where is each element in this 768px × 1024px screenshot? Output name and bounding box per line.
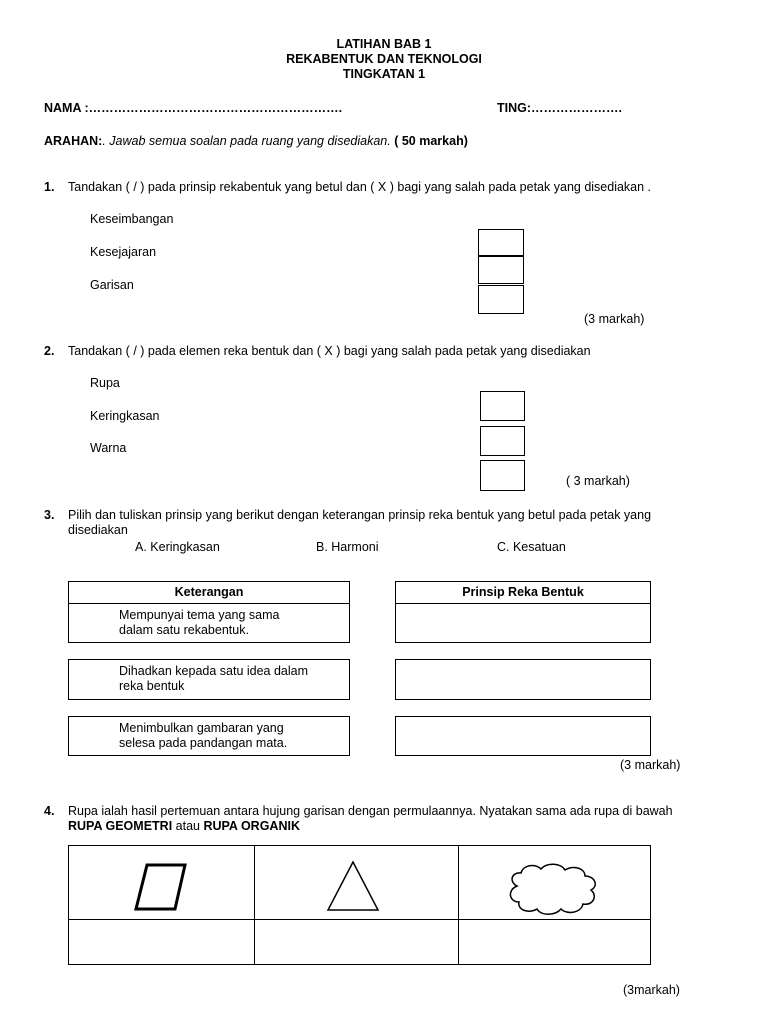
- q2-answer-box-3[interactable]: [480, 460, 525, 491]
- title-line2: REKABENTUK DAN TEKNOLOGI: [286, 52, 482, 66]
- q4-table: [68, 845, 651, 965]
- q3-header-keterangan-label: Keterangan: [174, 585, 244, 599]
- q4-answer-cell-2[interactable]: [255, 920, 458, 964]
- q1-item-3: Garisan: [90, 278, 134, 292]
- q2-item-1: Rupa: [90, 376, 120, 390]
- q2-answer-box-1[interactable]: [480, 391, 525, 421]
- q3-row2-keterangan: [68, 659, 350, 700]
- q1-item-1: Keseimbangan: [90, 212, 174, 226]
- q2-text: Tandakan ( / ) pada elemen reka bentuk dan ( X ) bagi yang salah pada petak yang disediakan: [68, 344, 591, 358]
- q3-option-b: B. Harmoni: [316, 540, 379, 554]
- q3-row2-line1: Dihadkan kepada satu idea dalam: [119, 664, 309, 678]
- q3-marks: (3 markah): [620, 758, 681, 772]
- q4-rupa-geometri: RUPA GEOMETRI: [68, 819, 173, 833]
- q3-option-c: C. Kesatuan: [497, 540, 566, 554]
- q1-text: Tandakan ( / ) pada prinsip rekabentuk yang betul dan ( X ) bagi yang salah pada petak yang disediakan .: [68, 180, 652, 194]
- q1-answer-box-1[interactable]: [478, 229, 524, 256]
- q4-text-line2: [68, 819, 300, 833]
- q4-atau: atau: [172, 819, 204, 833]
- q3-row2-answer-box[interactable]: [395, 659, 651, 700]
- q2-number: 2.: [44, 344, 55, 358]
- q3-row3-answer-box[interactable]: [395, 716, 651, 756]
- q3-row3-line2: selesa pada pandangan mata.: [119, 736, 288, 750]
- q1-marks: (3 markah): [584, 312, 645, 326]
- q2-item-2: Keringkasan: [90, 409, 160, 423]
- q1-answer-box-2[interactable]: [478, 256, 524, 284]
- q3-row1-keterangan: [68, 603, 350, 643]
- q3-header-prinsip: [395, 581, 651, 604]
- q4-text: Rupa ialah hasil pertemuan antara hujung garisan dengan permulaannya. Nyatakan sama ada rupa di bawah: [68, 804, 673, 818]
- q3-number: 3.: [44, 508, 55, 522]
- q3-row1-line2: dalam satu rekabentuk.: [119, 623, 249, 637]
- q3-row2-line2: reka bentuk: [119, 679, 185, 693]
- parallelogram-icon: [129, 860, 193, 914]
- q2-marks: ( 3 markah): [566, 474, 630, 488]
- q1-item-2: Kesejajaran: [90, 245, 157, 259]
- triangle-icon: [324, 858, 384, 916]
- q3-header-keterangan: [68, 581, 350, 604]
- arahan-marks: ( 50 markah): [394, 134, 468, 148]
- ting-field[interactable]: TING:………………….: [497, 101, 622, 115]
- q3-row1-answer-box[interactable]: [395, 603, 651, 643]
- q4-rupa-organik: RUPA ORGANIK: [203, 819, 300, 833]
- q1-number: 1.: [44, 180, 55, 194]
- q4-answer-cell-3[interactable]: [459, 920, 650, 964]
- q3-option-a: A. Keringkasan: [135, 540, 220, 554]
- q4-number: 4.: [44, 804, 55, 818]
- arahan: [44, 134, 468, 148]
- arahan-label: ARAHAN:: [44, 134, 103, 148]
- q2-item-3: Warna: [90, 441, 127, 455]
- title-line3: TINGKATAN 1: [342, 67, 426, 81]
- q3-row3-line1: Menimbulkan gambaran yang: [119, 721, 284, 735]
- cloud-icon: [505, 860, 605, 920]
- q4-answer-cell-1[interactable]: [69, 920, 254, 964]
- q3-text-line1: Pilih dan tuliskan prinsip yang berikut dengan keterangan prinsip reka bentuk yang betul pada petak yang: [68, 508, 652, 522]
- title-line1: LATIHAN BAB 1: [336, 37, 432, 51]
- q3-header-prinsip-label: Prinsip Reka Bentuk: [462, 585, 584, 599]
- q3-text-line2: disediakan: [68, 523, 128, 537]
- q4-marks: (3markah): [623, 983, 680, 997]
- q3-row3-keterangan: [68, 716, 350, 756]
- q3-row1-line1: Mempunyai tema yang sama: [119, 608, 280, 622]
- q2-answer-box-2[interactable]: [480, 426, 525, 456]
- arahan-text: . Jawab semua soalan pada ruang yang disediakan.: [102, 134, 391, 148]
- q1-answer-box-3[interactable]: [478, 285, 524, 314]
- nama-field[interactable]: NAMA :…………………………………………………….: [44, 101, 343, 115]
